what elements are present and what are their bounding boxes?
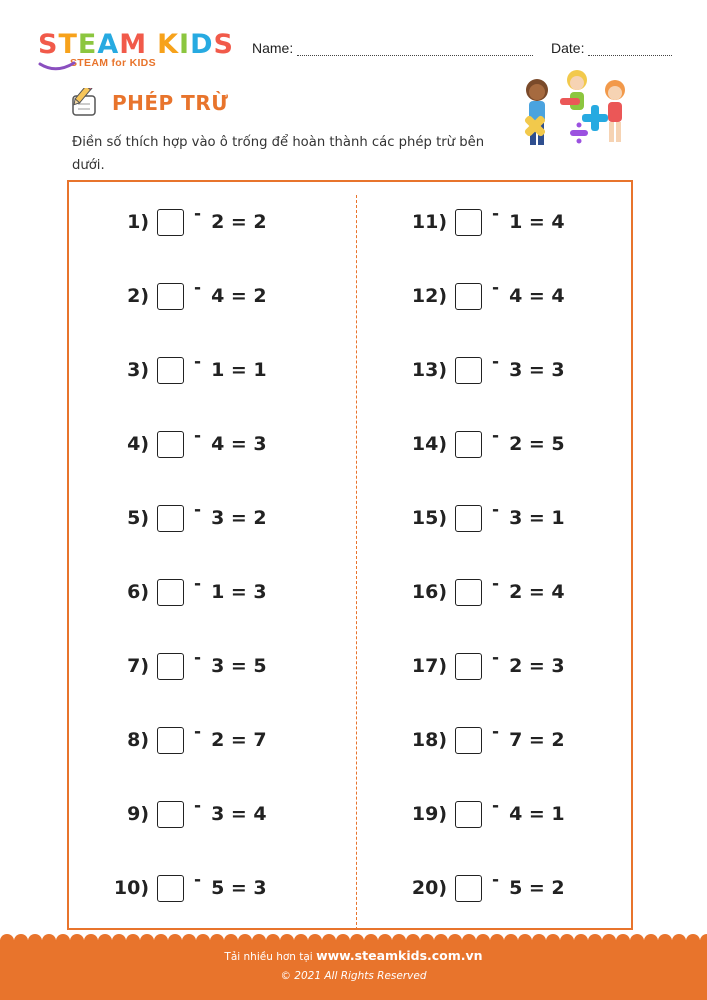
answer-box[interactable]: [455, 653, 482, 680]
answer-box[interactable]: [157, 357, 184, 384]
problem-number: 5): [127, 507, 149, 529]
equation-rest: 2 = 5: [509, 433, 565, 455]
equation-rest: 4 = 1: [509, 803, 565, 825]
problem-row: [100, 427, 267, 461]
problem-number: 1): [127, 211, 149, 233]
problem-number: 19): [411, 803, 447, 825]
pencil-paper-icon: [70, 88, 102, 118]
logo-letter: S: [213, 29, 234, 60]
problem-row: [400, 723, 565, 757]
problem-number: 11): [411, 211, 447, 233]
steam-kids-logo: [38, 30, 238, 75]
minus-sign: -: [492, 796, 500, 816]
equation-rest: 3 = 1: [509, 507, 565, 529]
problem-row: [400, 279, 565, 313]
equation-rest: 3 = 4: [211, 803, 267, 825]
minus-sign: -: [492, 204, 500, 224]
answer-box[interactable]: [455, 283, 482, 310]
logo-letter: E: [77, 29, 98, 60]
logo-letter: K: [157, 29, 180, 60]
minus-sign: -: [194, 648, 202, 668]
answer-box[interactable]: [455, 505, 482, 532]
problem-row: [100, 353, 267, 387]
answer-box[interactable]: [157, 579, 184, 606]
name-field[interactable]: [252, 40, 533, 56]
problem-number: 17): [411, 655, 447, 677]
problem-row: [100, 871, 267, 905]
answer-box[interactable]: [157, 653, 184, 680]
footer-download-line: [0, 948, 707, 963]
logo-wordmark: [38, 30, 238, 60]
equation-rest: 1 = 1: [211, 359, 267, 381]
problem-row: [100, 797, 267, 831]
date-line: [588, 45, 672, 56]
minus-sign: -: [492, 500, 500, 520]
problem-row: [400, 797, 565, 831]
kids-math-illustration: [515, 68, 640, 158]
answer-box[interactable]: [157, 431, 184, 458]
answer-box[interactable]: [455, 875, 482, 902]
minus-sign: -: [492, 722, 500, 742]
problem-number: 3): [127, 359, 149, 381]
answer-box[interactable]: [157, 209, 184, 236]
problem-row: [100, 649, 267, 683]
problem-row: [400, 205, 565, 239]
equation-rest: 4 = 2: [211, 285, 267, 307]
logo-letter: S: [38, 29, 59, 60]
logo-letter: [147, 30, 157, 60]
title-row: [70, 88, 228, 118]
equation-rest: 4 = 3: [211, 433, 267, 455]
answer-box[interactable]: [455, 209, 482, 236]
worksheet-title: PHÉP TRỪ: [112, 91, 229, 115]
problem-row: [100, 279, 267, 313]
problem-number: 18): [411, 729, 447, 751]
answer-box[interactable]: [157, 505, 184, 532]
minus-sign: -: [492, 426, 500, 446]
logo-subtitle: STEAM for KIDS: [70, 57, 156, 69]
logo-letter: T: [58, 29, 78, 60]
problem-number: 9): [127, 803, 149, 825]
problem-row: [100, 723, 267, 757]
minus-sign: -: [194, 426, 202, 446]
equation-rest: 2 = 3: [509, 655, 565, 677]
problem-number: 6): [127, 581, 149, 603]
problem-number: 7): [127, 655, 149, 677]
equation-rest: 3 = 5: [211, 655, 267, 677]
minus-sign: -: [492, 352, 500, 372]
problem-number: 4): [127, 433, 149, 455]
problem-row: [100, 501, 267, 535]
date-label: Date:: [551, 40, 585, 56]
minus-sign: -: [492, 648, 500, 668]
equation-rest: 3 = 3: [509, 359, 565, 381]
minus-sign: -: [194, 352, 202, 372]
equation-rest: 2 = 2: [211, 211, 267, 233]
minus-sign: -: [492, 574, 500, 594]
minus-sign: -: [194, 500, 202, 520]
equation-rest: 1 = 3: [211, 581, 267, 603]
minus-sign: -: [194, 722, 202, 742]
answer-box[interactable]: [157, 875, 184, 902]
equation-rest: 7 = 2: [509, 729, 565, 751]
answer-box[interactable]: [157, 283, 184, 310]
problem-number: 8): [127, 729, 149, 751]
equation-rest: 5 = 2: [509, 877, 565, 899]
problem-row: [400, 353, 565, 387]
logo-letter: M: [119, 29, 148, 60]
minus-sign: -: [194, 870, 202, 890]
problem-number: 14): [411, 433, 447, 455]
minus-sign: -: [194, 204, 202, 224]
answer-box[interactable]: [455, 431, 482, 458]
problem-number: 15): [411, 507, 447, 529]
minus-sign: -: [492, 870, 500, 890]
logo-letter: I: [179, 29, 191, 60]
footer-copyright: © 2021 All Rights Reserved: [280, 970, 427, 982]
problem-row: [100, 205, 267, 239]
instructions-text: Điền số thích hợp vào ô trống để hoàn thành các phép trừ bên dưới.: [72, 135, 485, 173]
equation-rest: 2 = 7: [211, 729, 267, 751]
equation-rest: 1 = 4: [509, 211, 565, 233]
problem-row: [400, 871, 565, 905]
name-line: [297, 45, 533, 56]
answer-box[interactable]: [455, 727, 482, 754]
footer-scallop: [0, 932, 707, 942]
problem-row: [400, 649, 565, 683]
problem-number: 20): [411, 877, 447, 899]
problem-row: [400, 501, 565, 535]
problem-row: [400, 427, 565, 461]
problem-number: 12): [411, 285, 447, 307]
column-divider: [356, 195, 357, 930]
minus-sign: -: [194, 796, 202, 816]
answer-box[interactable]: [455, 579, 482, 606]
equation-rest: 5 = 3: [211, 877, 267, 899]
problem-number: 16): [411, 581, 447, 603]
problem-row: [100, 575, 267, 609]
footer-website-link[interactable]: www.steamkids.com.vn: [316, 948, 483, 963]
problem-number: 2): [127, 285, 149, 307]
minus-sign: -: [194, 574, 202, 594]
answer-box[interactable]: [455, 801, 482, 828]
logo-swoosh-icon: [38, 60, 78, 74]
footer-prefix: Tải nhiều hơn tại: [224, 951, 317, 963]
equation-rest: 2 = 4: [509, 581, 565, 603]
answer-box[interactable]: [157, 801, 184, 828]
equation-rest: 4 = 4: [509, 285, 565, 307]
logo-letter: D: [190, 29, 214, 60]
minus-sign: -: [194, 278, 202, 298]
minus-sign: -: [492, 278, 500, 298]
date-field[interactable]: [551, 40, 672, 56]
problem-number: 13): [411, 359, 447, 381]
name-label: Name:: [252, 40, 294, 56]
logo-letter: A: [97, 29, 120, 60]
equation-rest: 3 = 2: [211, 507, 267, 529]
problem-number: 10): [113, 877, 149, 899]
answer-box[interactable]: [157, 727, 184, 754]
problem-row: [400, 575, 565, 609]
answer-box[interactable]: [455, 357, 482, 384]
